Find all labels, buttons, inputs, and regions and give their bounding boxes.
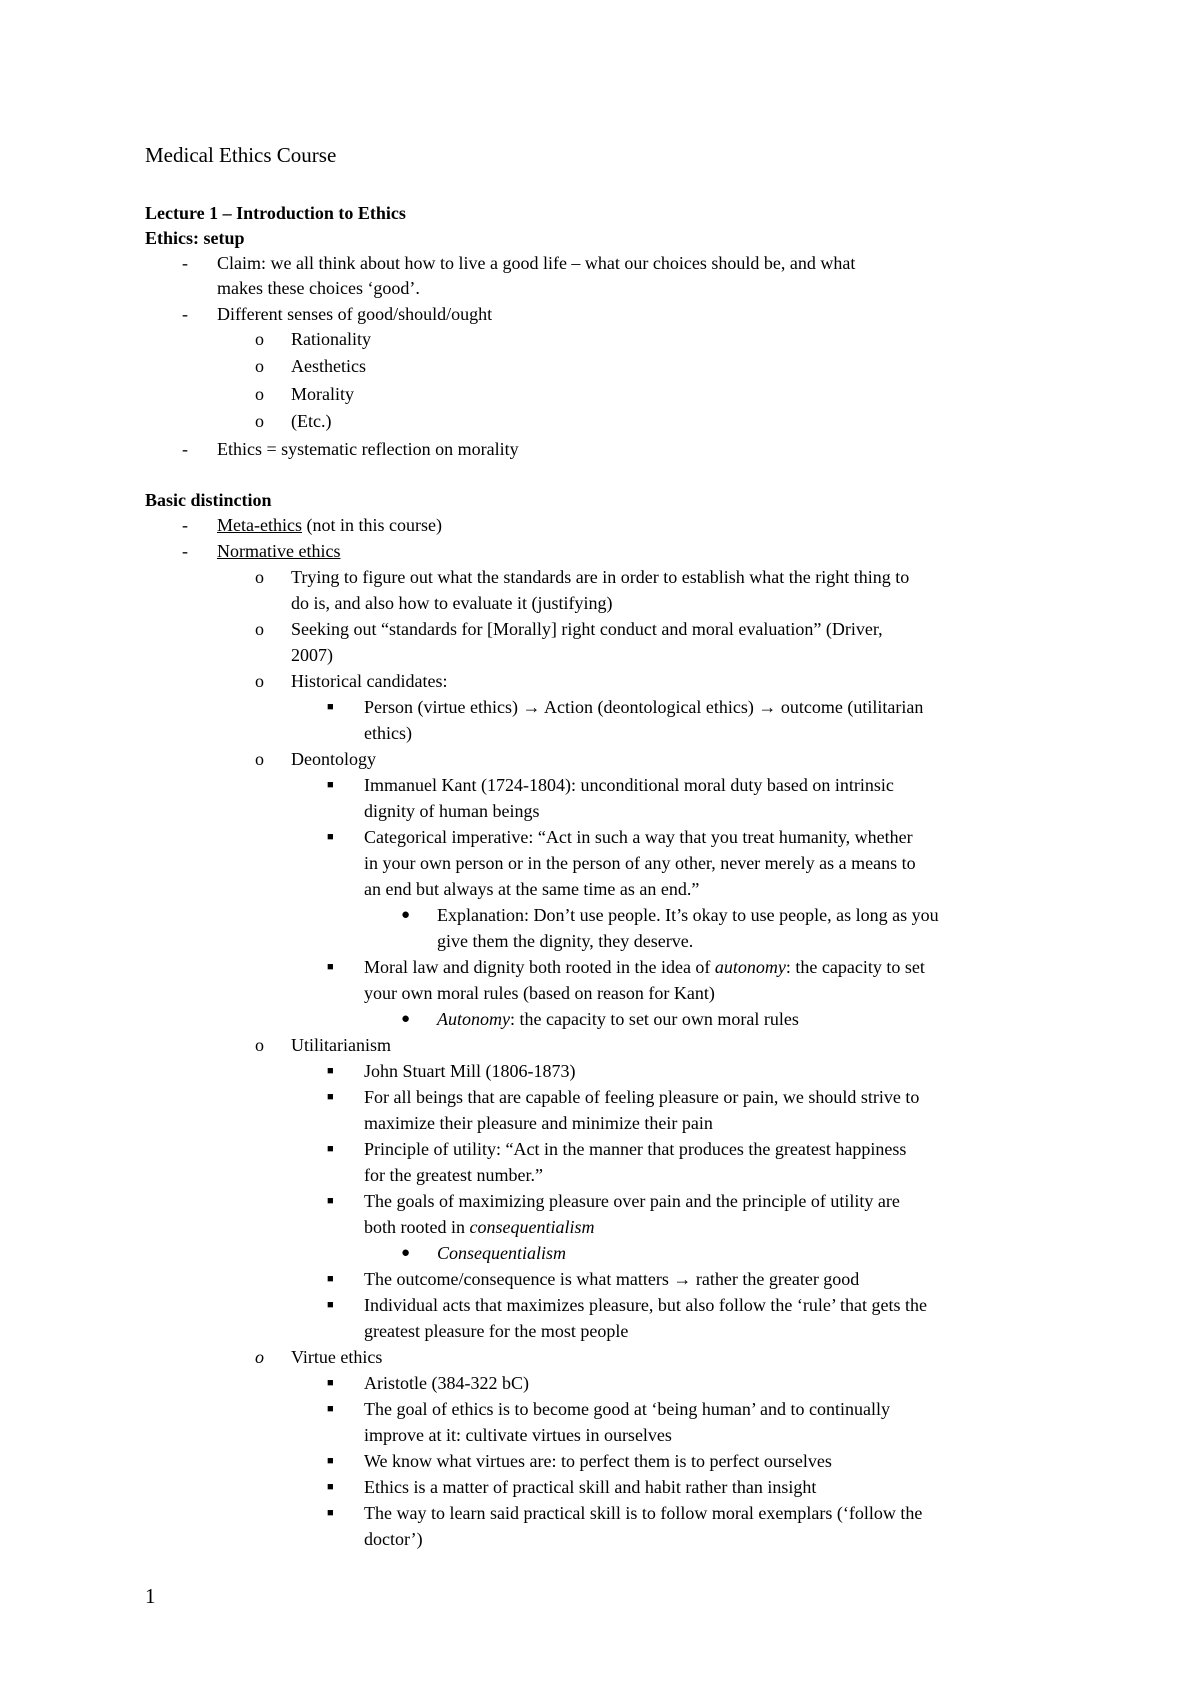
square-bullet: ■ [327, 1195, 334, 1207]
square-bullet: ■ [327, 1481, 334, 1493]
explanation-line1: Explanation: Don’t use people. It’s okay to use people, as long as you [437, 905, 939, 925]
setup-senses: Different senses of good/should/ought [217, 304, 493, 324]
circle-bullet: o [255, 1035, 264, 1055]
square-bullet: ■ [327, 1143, 334, 1155]
square-bullet: ■ [327, 1507, 334, 1519]
dash-bullet: - [182, 253, 188, 273]
senses-item: Aesthetics [291, 356, 366, 376]
categorical-line1: Categorical imperative: “Act in such a way that you treat humanity, whether [364, 827, 913, 847]
normative-trying-line2: do is, and also how to evaluate it (justifying) [291, 593, 613, 613]
way-line1: The way to learn said practical skill is to follow moral exemplars (‘follow the [364, 1503, 923, 1523]
consequentialism-item [437, 1240, 566, 1266]
circle-bullet: o [255, 356, 264, 376]
beings-line2: maximize their pleasure and minimize their pain [364, 1113, 713, 1133]
document-title: Medical Ethics Course [145, 143, 337, 167]
square-bullet: ■ [327, 1273, 334, 1285]
goals-text: both rooted in [364, 1217, 470, 1237]
square-bullet: ■ [327, 1377, 334, 1389]
dash-bullet: - [182, 304, 188, 324]
square-bullet: ■ [327, 1091, 334, 1103]
lecture-heading: Lecture 1 – Introduction to Ethics [145, 203, 406, 223]
dash-bullet: - [182, 439, 188, 459]
senses-item: (Etc.) [291, 411, 332, 431]
dash-bullet: - [182, 541, 188, 561]
virtue-ethics-heading: Virtue ethics [291, 1347, 383, 1367]
deontology-heading: Deontology [291, 749, 376, 769]
mill-line: John Stuart Mill (1806-1873) [364, 1061, 576, 1081]
goal-line1: The goal of ethics is to become good at ‘being human’ and to continually [364, 1399, 891, 1419]
circle-bullet: o [255, 619, 264, 639]
circle-bullet: o [255, 671, 264, 691]
normative-trying-line1: Trying to figure out what the standards are in order to establish what the right thing to [291, 567, 910, 587]
meta-ethics-note: (not in this course) [301, 515, 442, 535]
goals-line2 [364, 1214, 594, 1240]
square-bullet: ■ [327, 831, 334, 843]
senses-item: Morality [291, 384, 354, 404]
normative-seeking-line1: Seeking out “standards for [Morally] right conduct and moral evaluation” (Driver, [291, 619, 883, 639]
way-line2: doctor’) [364, 1529, 423, 1549]
circle-bullet: o [255, 384, 264, 404]
setup-heading: Ethics: setup [145, 228, 245, 248]
page-number: 1 [145, 1584, 156, 1608]
square-bullet: ■ [327, 1299, 334, 1311]
aristotle-line: Aristotle (384-322 bC) [364, 1373, 529, 1393]
consequentialism-term: consequentialism [469, 1217, 595, 1237]
basic-distinction-heading: Basic distinction [145, 490, 272, 510]
goals-line1: The goals of maximizing pleasure over pain and the principle of utility are [364, 1191, 900, 1211]
historical-person-line2: ethics) [364, 723, 412, 743]
dash-bullet: - [182, 515, 188, 535]
historical-person-line1: Person (virtue ethics) → Action (deontological ethics) → outcome (utilitarian [364, 697, 924, 717]
utility-line1: Principle of utility: “Act in the manner that produces the greatest happiness [364, 1139, 907, 1159]
utility-line2: for the greatest number.” [364, 1165, 543, 1185]
circle-bullet: o [255, 567, 264, 587]
kant-line1: Immanuel Kant (1724-1804): unconditional moral duty based on intrinsic [364, 775, 894, 795]
categorical-line3: an end but always at the same time as an end.” [364, 879, 700, 899]
circle-bullet: o [255, 411, 264, 431]
circle-bullet: o [255, 749, 264, 769]
square-bullet: ■ [327, 1403, 334, 1415]
acts-line1: Individual acts that maximizes pleasure, but also follow the ‘rule’ that gets the [364, 1295, 928, 1315]
autonomy-definition [437, 1006, 799, 1032]
autonomy-term: autonomy [714, 957, 786, 977]
senses-item: Rationality [291, 329, 371, 349]
kant-line2: dignity of human beings [364, 801, 540, 821]
autonomy-text: : the capacity to set our own moral rules [509, 1009, 799, 1029]
square-bullet: ■ [327, 1455, 334, 1467]
moral-law-line2: your own moral rules (based on reason for Kant) [364, 983, 715, 1003]
normative-seeking-line2: 2007) [291, 645, 333, 665]
setup-claim-line2: makes these choices ‘good’. [217, 278, 420, 298]
historical-candidates: Historical candidates: [291, 671, 448, 691]
normative-ethics-item: Normative ethics [217, 541, 341, 561]
utilitarianism-heading: Utilitarianism [291, 1035, 391, 1055]
moral-law-line1 [364, 954, 925, 980]
dot-bullet: ● [401, 1011, 411, 1027]
square-bullet: ■ [327, 961, 334, 973]
square-bullet: ■ [327, 1065, 334, 1077]
circle-bullet: o [255, 329, 264, 349]
know-line: We know what virtues are: to perfect them is to perfect ourselves [364, 1451, 832, 1471]
categorical-line2: in your own person or in the person of any other, never merely as a means to [364, 853, 916, 873]
meta-ethics-link: Meta-ethics [217, 515, 302, 535]
explanation-line2: give them the dignity, they deserve. [437, 931, 694, 951]
outcome-line: The outcome/consequence is what matters → rather the greater good [364, 1269, 860, 1289]
dot-bullet: ● [401, 1245, 411, 1261]
skill-line: Ethics is a matter of practical skill and habit rather than insight [364, 1477, 817, 1497]
meta-ethics-item [217, 512, 442, 538]
setup-ethics-definition: Ethics = systematic reflection on morality [217, 439, 519, 459]
circle-bullet: o [255, 1347, 264, 1367]
square-bullet: ■ [327, 701, 334, 713]
dot-bullet: ● [401, 907, 411, 923]
moral-law-text: : the capacity to set [785, 957, 925, 977]
acts-line2: greatest pleasure for the most people [364, 1321, 629, 1341]
beings-line1: For all beings that are capable of feeling pleasure or pain, we should strive to [364, 1087, 920, 1107]
goal-line2: improve at it: cultivate virtues in ourselves [364, 1425, 672, 1445]
setup-claim-line1: Claim: we all think about how to live a good life – what our choices should be, and what [217, 253, 856, 273]
autonomy-term: Autonomy [437, 1009, 510, 1029]
moral-law-text: Moral law and dignity both rooted in the idea of [364, 957, 715, 977]
consequentialism-term: Consequentialism [437, 1243, 566, 1263]
square-bullet: ■ [327, 779, 334, 791]
